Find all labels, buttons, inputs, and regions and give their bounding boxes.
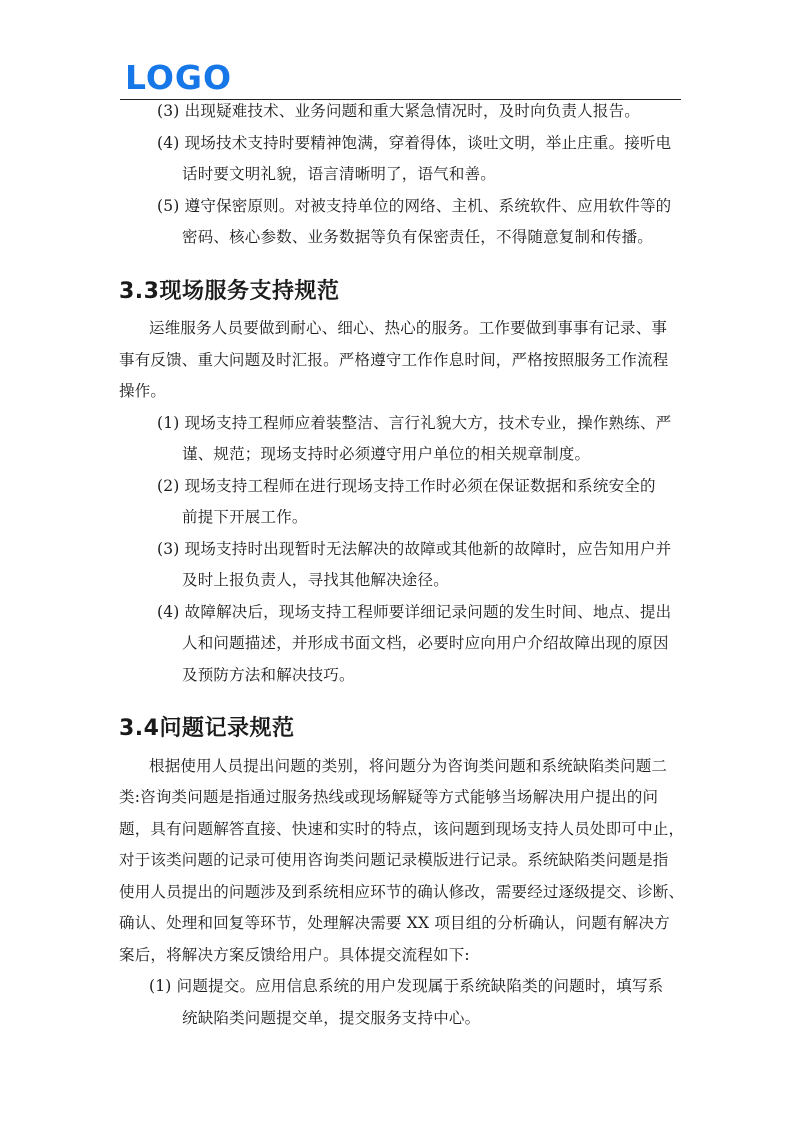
item-line: (4) 现场技术支持时要精神饱满，穿着得体，谈吐文明，举止庄重。接听电	[157, 134, 672, 152]
item-line: 前提下开展工作。	[182, 508, 308, 526]
item-line: (3) 现场支持时出现暂时无法解决的故障或其他新的故障时，应告知用户并	[157, 540, 672, 558]
item-line: (5) 遵守保密原则。对被支持单位的网络、主机、系统软件、应用软件等的	[157, 197, 672, 215]
paragraph-line: 操作。	[119, 382, 167, 400]
item-line: (4) 故障解决后，现场支持工程师要详细记录问题的发生时间、地点、提出	[157, 603, 672, 621]
paragraph-line: 根据使用人员提出问题的类别，将问题分为咨询类问题和系统缺陷类问题二	[149, 757, 668, 775]
paragraph-line: 事有反馈、重大问题及时汇报。严格遵守工作作息时间，严格按照服务工作流程	[119, 351, 669, 369]
paragraph-line: 题，具有问题解答直接、快速和实时的特点，该问题到现场支持人员处即可中止，	[119, 820, 685, 838]
item-line: 谨、规范；现场支持时必须遵守用户单位的相关规章制度。	[182, 445, 591, 463]
paragraph-line: 案后，将解决方案反馈给用户。具体提交流程如下:	[119, 946, 470, 964]
item-line: 统缺陷类问题提交单，提交服务支持中心。	[182, 1009, 481, 1027]
item-line: (1) 问题提交。应用信息系统的用户发现属于系统缺陷类的问题时，填写系	[149, 977, 664, 995]
section-heading-3-4: 3.4问题记录规范	[119, 716, 295, 741]
item-line: 密码、核心参数、业务数据等负有保密责任，不得随意复制和传播。	[182, 228, 654, 246]
paragraph-line: 运维服务人员要做到耐心、细心、热心的服务。工作要做到事事有记录、事	[149, 319, 668, 337]
item-line: 及预防方法和解决技巧。	[182, 666, 355, 684]
item-line: 人和问题描述，并形成书面文档，必要时应向用户介绍故障出现的原因	[182, 634, 669, 652]
header-divider	[120, 99, 681, 100]
logo: LOGO	[125, 58, 233, 97]
item-line: (1) 现场支持工程师应着装整洁、言行礼貌大方，技术专业，操作熟练、严	[157, 414, 672, 432]
paragraph-line: 确认、处理和回复等环节，处理解决需要 XX 项目组的分析确认，问题有解决方	[119, 914, 670, 932]
item-line: (2) 现场支持工程师在进行现场支持工作时必须在保证数据和系统安全的	[157, 477, 656, 495]
item-line: (3) 出现疑难技术、业务问题和重大紧急情况时，及时向负责人报告。	[157, 102, 640, 120]
paragraph-line: 使用人员提出的问题涉及到系统相应环节的确认修改，需要经过逐级提交、诊断、	[119, 883, 685, 901]
item-line: 及时上报负责人，寻找其他解决途径。	[182, 571, 449, 589]
item-line: 话时要文明礼貌，语言清晰明了，语气和善。	[182, 165, 497, 183]
paragraph-line: 类:咨询类问题是指通过服务热线或现场解疑等方式能够当场解决用户提出的问	[119, 788, 659, 806]
section-heading-3-3: 3.3现场服务支持规范	[119, 279, 340, 304]
paragraph-line: 对于该类问题的记录可使用咨询类问题记录模版进行记录。系统缺陷类问题是指	[119, 851, 669, 869]
